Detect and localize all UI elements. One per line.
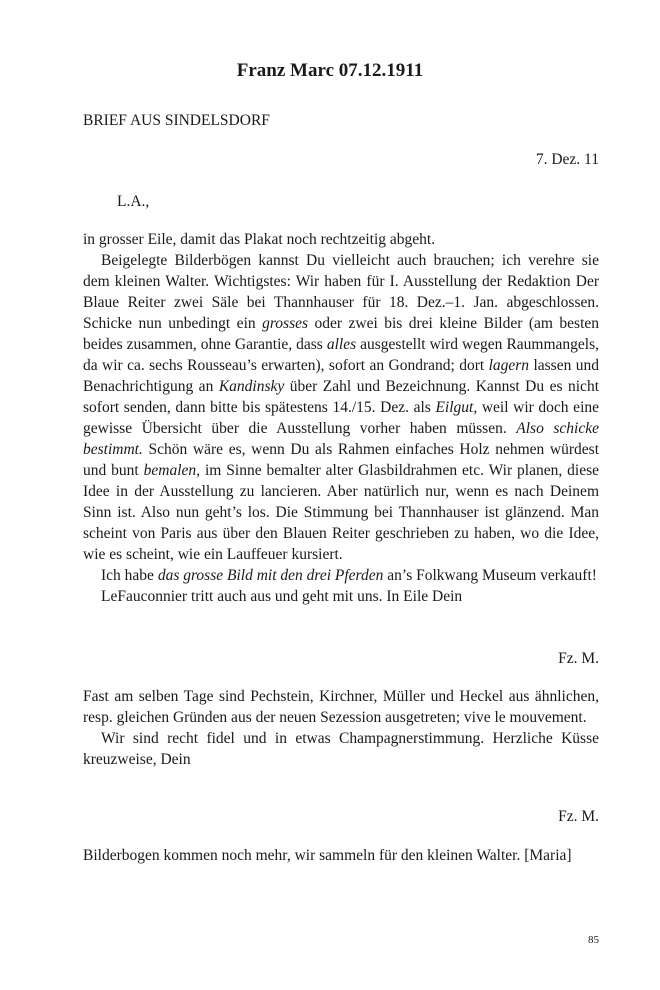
page-number: 85: [588, 934, 599, 946]
emphasis-text: grosses: [262, 315, 309, 332]
letter-main-paragraph: Beigelegte Bilderbögen kannst Du vielleicht auch brauchen; ich verehre sie dem kleinen Walter. Wichtigstes: Wir haben für I. Ausstellung der Redaktion Der Blaue Reiter zwei Säle bei Thannhauser für 18. Dez.–1. Jan. abgeschlossen. Schicke nun unbedingt ein grosses oder zwei bis drei kleine Bilder (am besten beides zusammen, ohne Garantie, dass alles ausgestellt wird wegen Raummangels, da wir ca. sechs Rousseau’s erwarten), sofort an Gondrand; dort lagern lassen und Benachrichtigung an Kandinsky über Zahl und Bezeichnung. Kannst Du es nicht sofort senden, dann bitte bis spätestens 14./15. Dez. als Eilgut, weil wir doch eine gewisse Übersicht über die Ausstellung vorher haben müssen. Also schicke bestimmt. Schön wäre es, wenn Du als Rahmen einfaches Holz nehmen würdest und bunt bemalen, im Sinne bemalter alter Glasbildrahmen etc. Wir planen, diese Idee in der Ausstellung zu lancieren. Aber natürlich nur, wenn es nach Deinem Sinn ist. Also nun geht’s los. Die Stimmung bei Thannhauser ist glänzend. Man scheint von Paris aus über den Blauen Reiter geschrieben zu haben, wo die Idee, wie es scheint, wie ein Lauffeuer kursiert.: [83, 252, 600, 563]
postscript-maria-paragraph: Bilderbogen kommen noch mehr, wir sammeln für den kleinen Walter. [Maria]: [83, 847, 572, 864]
postscript-first: [83, 686, 599, 770]
letter-salutation: L.A.,: [117, 193, 150, 210]
letter-closing-paragraph: LeFauconnier tritt auch aus und geht mit uns. In Eile Dein: [101, 588, 463, 605]
emphasis-text: das grosse Bild mit den drei Pferden: [157, 567, 384, 584]
emphasis-text: bemalen,: [143, 462, 201, 479]
letter-opening-paragraph: in grosser Eile, damit das Plakat noch rechtzeitig abgeht.: [83, 231, 436, 248]
postscript-greeting-paragraph: Wir sind recht fidel und in etwas Champagnerstimmung. Herzliche Küsse kreuzweise, Dein: [83, 730, 599, 768]
emphasis-text: Also schicke bestimmt.: [83, 420, 599, 458]
signature-first: Fz. M.: [558, 650, 599, 667]
document-title: Franz Marc 07.12.1911: [236, 60, 424, 81]
emphasis-text: alles: [326, 336, 357, 353]
emphasis-text: lagern: [488, 357, 530, 374]
signature-second: Fz. M.: [558, 808, 599, 825]
letter-sale-paragraph: Ich habe das grosse Bild mit den drei Pferden an’s Folkwang Museum verkauft!: [101, 567, 597, 584]
letter-body: [83, 229, 599, 607]
emphasis-text: Eilgut,: [435, 399, 478, 416]
letter-date: 7. Dez. 11: [535, 151, 599, 168]
postscript-paragraph: Fast am selben Tage sind Pechstein, Kirchner, Müller und Heckel aus ähnlichen, resp. gleichen Gründen aus der neuen Sezession ausgetreten; vive le mouvement.: [83, 688, 599, 726]
postscript-second: [83, 845, 599, 866]
letter-heading: BRIEF AUS SINDELSDORF: [83, 112, 270, 129]
emphasis-text: Kandinsky: [218, 378, 285, 395]
